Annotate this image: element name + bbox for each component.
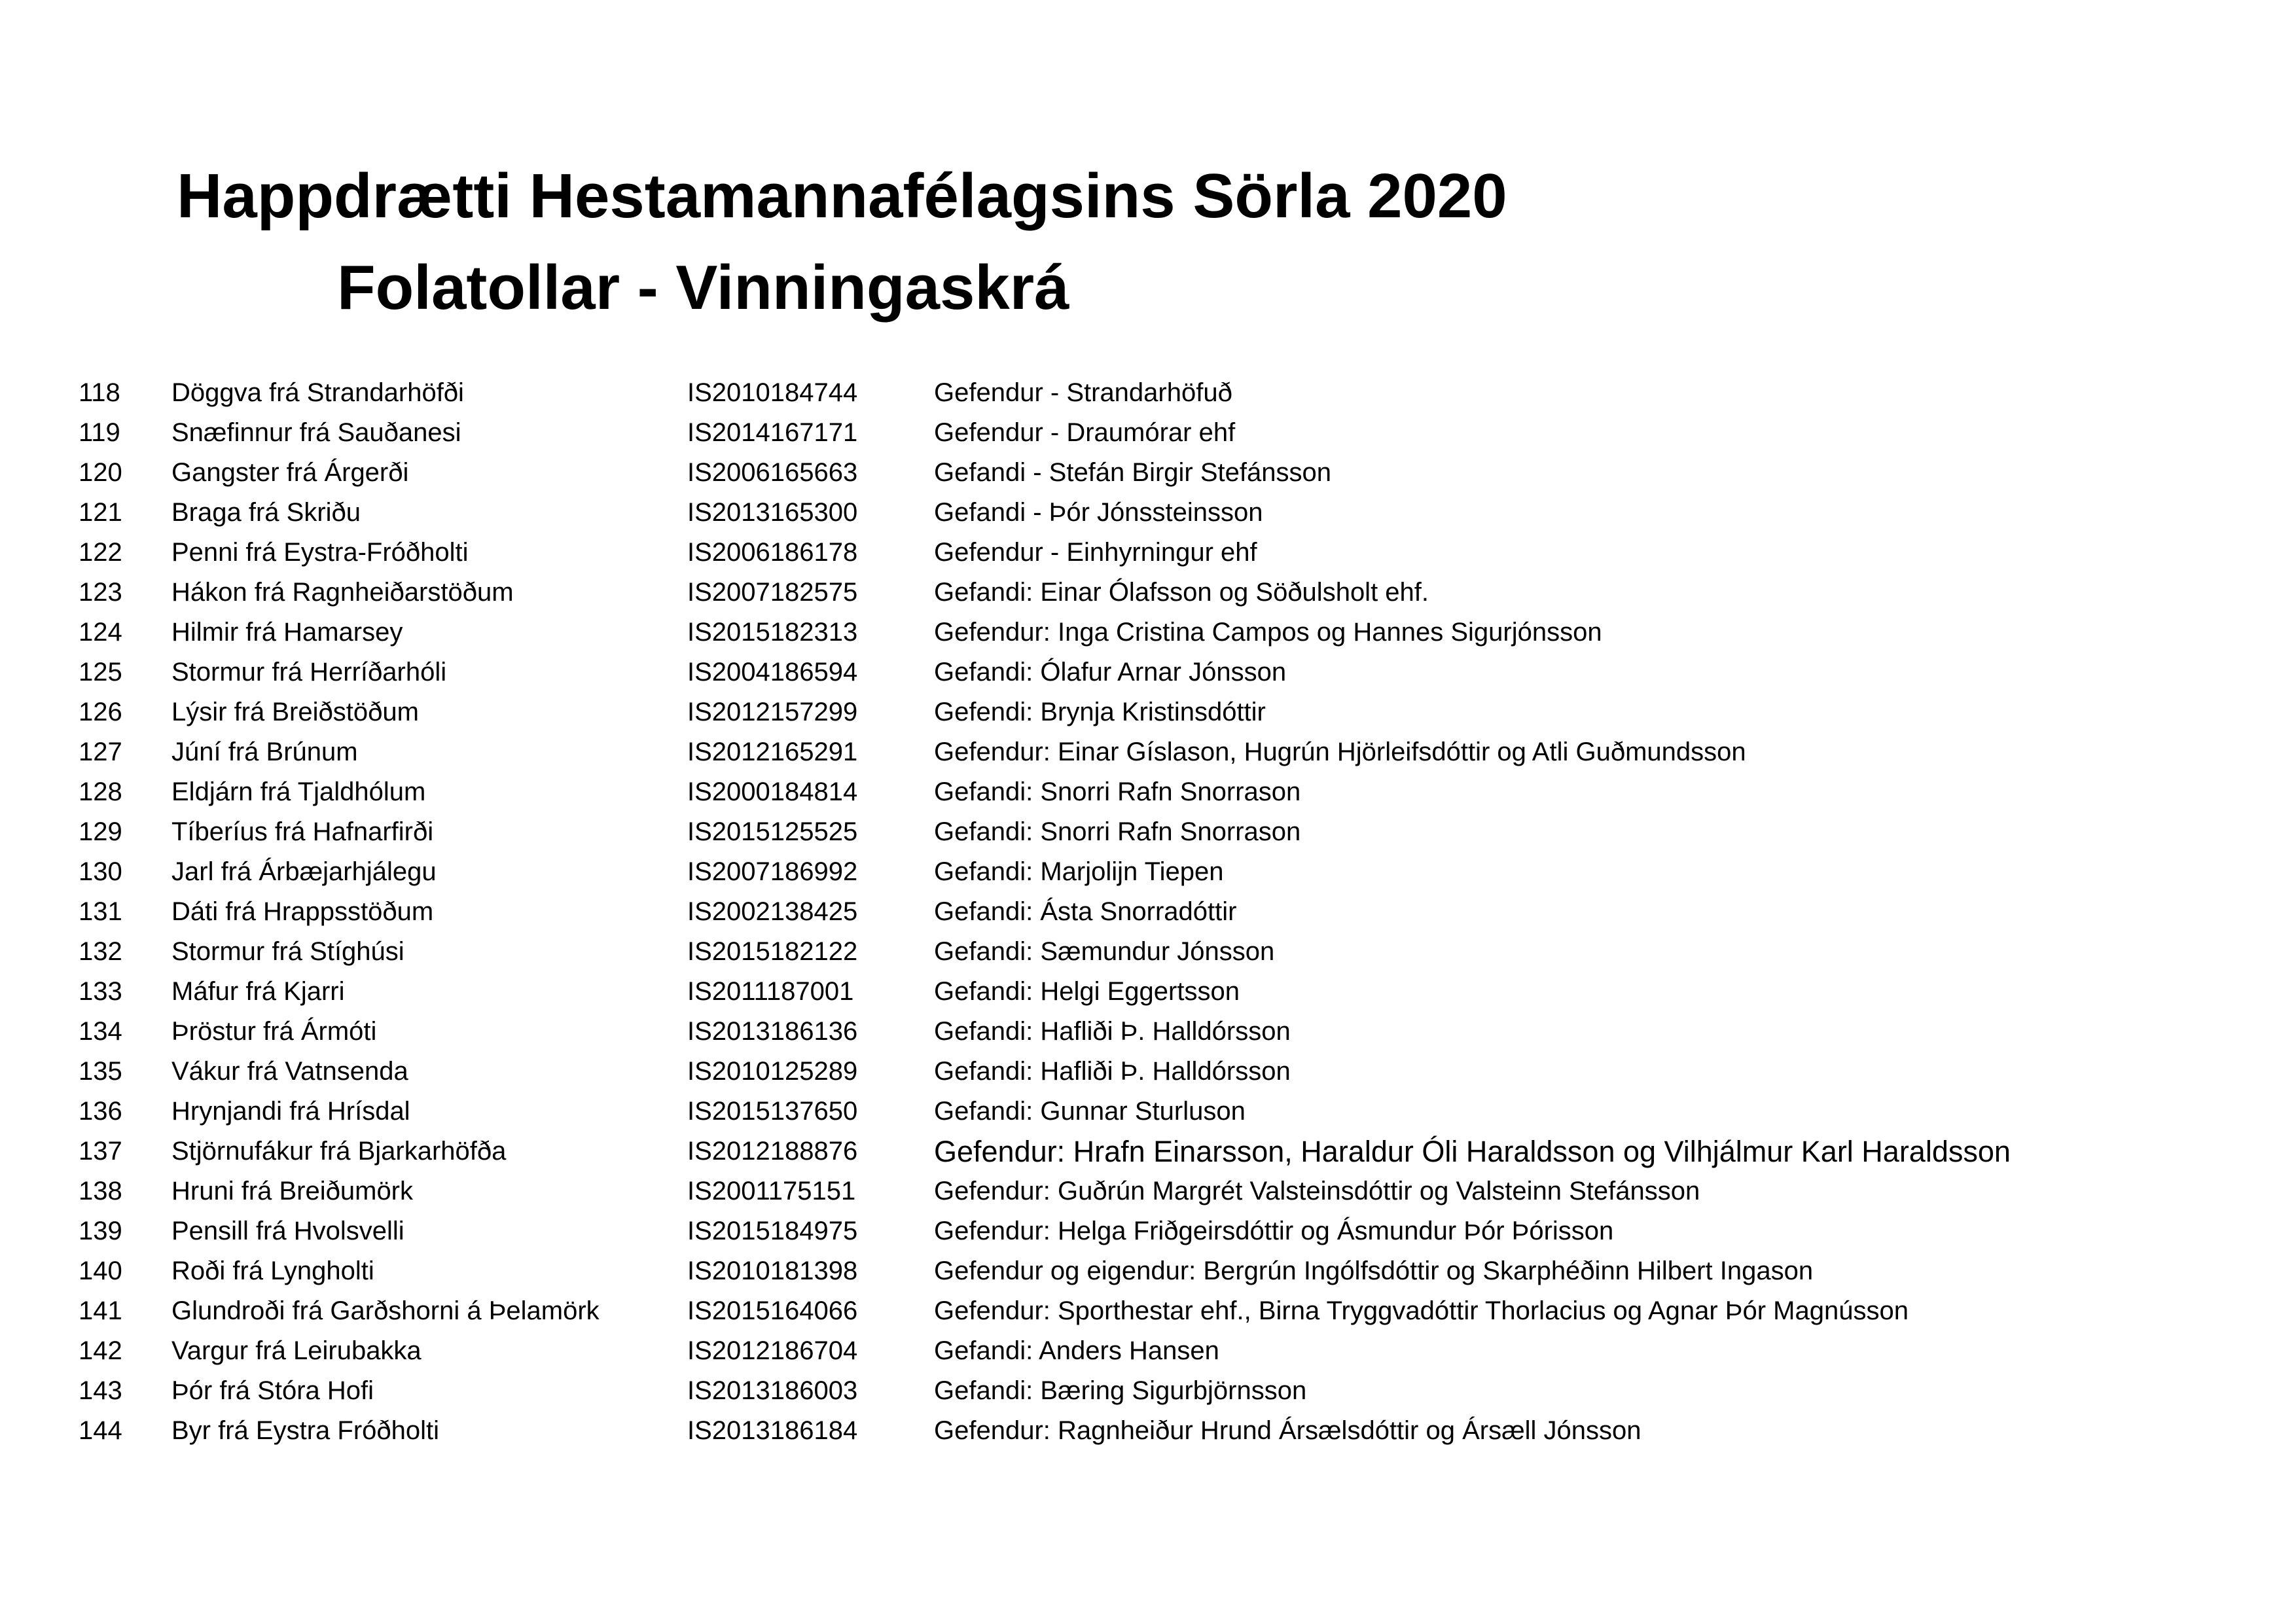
horse-name: Gangster frá Árgerði xyxy=(171,458,409,487)
list-item xyxy=(0,852,2296,892)
list-item xyxy=(0,1291,2296,1331)
horse-id: IS2013186003 xyxy=(687,1376,858,1405)
horse-id: IS2007186992 xyxy=(687,857,858,886)
prize-number: 119 xyxy=(79,418,120,447)
horse-name: Roði frá Lyngholti xyxy=(171,1257,374,1285)
donor: Gefendur: Helga Friðgeirsdóttir og Ásmundur Þór Þórisson xyxy=(934,1217,1614,1245)
list-item xyxy=(0,732,2296,772)
horse-name: Braga frá Skriðu xyxy=(171,498,361,527)
donor: Gefandi - Þór Jónssteinsson xyxy=(934,498,1263,527)
donor: Gefandi: Hafliði Þ. Halldórsson xyxy=(934,1057,1291,1086)
donor: Gefandi: Snorri Rafn Snorrason xyxy=(934,777,1301,806)
prize-number: 131 xyxy=(79,897,122,926)
horse-id: IS2010181398 xyxy=(687,1257,858,1285)
horse-id: IS2012157299 xyxy=(687,698,858,726)
donor: Gefandi: Hafliði Þ. Halldórsson xyxy=(934,1017,1291,1046)
horse-id: IS2007182575 xyxy=(687,578,858,607)
horse-id: IS2000184814 xyxy=(687,777,858,806)
prize-number: 128 xyxy=(79,777,122,806)
list-item xyxy=(0,1132,2296,1171)
horse-id: IS2002138425 xyxy=(687,897,858,926)
horse-id: IS2015164066 xyxy=(687,1296,858,1325)
prize-number: 121 xyxy=(79,498,122,527)
list-item xyxy=(0,1092,2296,1132)
donor: Gefandi: Einar Ólafsson og Söðulsholt ehf. xyxy=(934,578,1429,607)
horse-id: IS2006186178 xyxy=(687,538,858,567)
donor: Gefandi: Anders Hansen xyxy=(934,1336,1219,1365)
horse-id: IS2013186184 xyxy=(687,1416,858,1445)
donor: Gefendur: Guðrún Margrét Valsteinsdóttir og Valsteinn Stefánsson xyxy=(934,1177,1700,1205)
list-item xyxy=(0,533,2296,573)
donor: Gefandi: Sæmundur Jónsson xyxy=(934,937,1275,966)
list-item xyxy=(0,413,2296,453)
horse-id: IS2013165300 xyxy=(687,498,858,527)
prize-number: 136 xyxy=(79,1097,122,1126)
list-item xyxy=(0,453,2296,493)
donor: Gefandi: Gunnar Sturluson xyxy=(934,1097,1246,1126)
prize-number: 143 xyxy=(79,1376,122,1405)
horse-id: IS2013186136 xyxy=(687,1017,858,1046)
horse-name: Máfur frá Kjarri xyxy=(171,977,345,1006)
list-item xyxy=(0,1371,2296,1411)
horse-name: Pensill frá Hvolsvelli xyxy=(171,1217,404,1245)
horse-name: Byr frá Eystra Fróðholti xyxy=(171,1416,440,1445)
horse-id: IS2014167171 xyxy=(687,418,858,447)
prize-number: 124 xyxy=(79,618,122,647)
horse-name: Lýsir frá Breiðstöðum xyxy=(171,698,419,726)
horse-name: Stormur frá Herríðarhóli xyxy=(171,658,447,687)
horse-name: Tíberíus frá Hafnarfirði xyxy=(171,817,434,846)
list-item xyxy=(0,692,2296,732)
horse-name: Hákon frá Ragnheiðarstöðum xyxy=(171,578,514,607)
horse-name: Vargur frá Leirubakka xyxy=(171,1336,422,1365)
prize-number: 137 xyxy=(79,1137,122,1166)
prize-number: 123 xyxy=(79,578,122,607)
list-item xyxy=(0,373,2296,413)
horse-name: Hruni frá Breiðumörk xyxy=(171,1177,414,1205)
prize-number: 135 xyxy=(79,1057,122,1086)
prize-number: 127 xyxy=(79,738,122,766)
donor: Gefandi: Marjolijn Tiepen xyxy=(934,857,1224,886)
donor: Gefendur: Inga Cristina Campos og Hannes Sigurjónsson xyxy=(934,618,1602,647)
donor: Gefendur - Strandarhöfuð xyxy=(934,378,1232,407)
donor: Gefendur og eigendur: Bergrún Ingólfsdóttir og Skarphéðinn Hilbert Ingason xyxy=(934,1257,1814,1285)
list-item xyxy=(0,932,2296,972)
horse-id: IS2010184744 xyxy=(687,378,858,407)
horse-name: Jarl frá Árbæjarhjálegu xyxy=(171,857,437,886)
horse-id: IS2015125525 xyxy=(687,817,858,846)
prize-number: 140 xyxy=(79,1257,122,1285)
donor: Gefendi: Brynja Kristinsdóttir xyxy=(934,698,1266,726)
donor: Gefendur - Draumórar ehf xyxy=(934,418,1236,447)
list-item xyxy=(0,1171,2296,1211)
list-item xyxy=(0,1052,2296,1092)
prize-number: 120 xyxy=(79,458,122,487)
winners-list xyxy=(0,373,2296,1451)
list-item xyxy=(0,493,2296,533)
list-item xyxy=(0,972,2296,1012)
horse-name: Vákur frá Vatnsenda xyxy=(171,1057,408,1086)
prize-number: 129 xyxy=(79,817,122,846)
prize-number: 130 xyxy=(79,857,122,886)
prize-number: 118 xyxy=(79,378,120,407)
prize-number: 126 xyxy=(79,698,122,726)
list-item xyxy=(0,652,2296,692)
prize-number: 142 xyxy=(79,1336,122,1365)
donor: Gefendur: Ragnheiður Hrund Ársælsdóttir og Ársæll Jónsson xyxy=(934,1416,1641,1445)
horse-id: IS2011187001 xyxy=(687,977,854,1006)
horse-name: Þröstur frá Ármóti xyxy=(171,1017,377,1046)
prize-number: 144 xyxy=(79,1416,122,1445)
prize-number: 125 xyxy=(79,658,122,687)
donor: Gefandi - Stefán Birgir Stefánsson xyxy=(934,458,1331,487)
donor: Gefendur: Einar Gíslason, Hugrún Hjörleifsdóttir og Atli Guðmundsson xyxy=(934,738,1746,766)
horse-name: Júní frá Brúnum xyxy=(171,738,358,766)
prize-number: 134 xyxy=(79,1017,122,1046)
prize-number: 138 xyxy=(79,1177,122,1205)
horse-name: Penni frá Eystra-Fróðholti xyxy=(171,538,469,567)
donor: Gefandi: Bæring Sigurbjörnsson xyxy=(934,1376,1307,1405)
list-item xyxy=(0,573,2296,613)
list-item xyxy=(0,1411,2296,1451)
horse-name: Dáti frá Hrappsstöðum xyxy=(171,897,434,926)
donor: Gefendur: Sporthestar ehf., Birna Tryggvadóttir Thorlacius og Agnar Þór Magnússon xyxy=(934,1296,1909,1325)
list-item xyxy=(0,892,2296,932)
prize-number: 139 xyxy=(79,1217,122,1245)
horse-id: IS2015182122 xyxy=(687,937,858,966)
horse-name: Hrynjandi frá Hrísdal xyxy=(171,1097,410,1126)
list-item xyxy=(0,1251,2296,1291)
prize-number: 141 xyxy=(79,1296,122,1325)
horse-name: Stjörnufákur frá Bjarkarhöfða xyxy=(171,1137,507,1166)
list-item xyxy=(0,772,2296,812)
prize-number: 133 xyxy=(79,977,122,1006)
horse-id: IS2001175151 xyxy=(687,1177,856,1205)
list-item xyxy=(0,1331,2296,1371)
horse-name: Snæfinnur frá Sauðanesi xyxy=(171,418,461,447)
page-title: Happdrætti Hestamannafélagsins Sörla 2020 xyxy=(177,161,1507,231)
horse-id: IS2015137650 xyxy=(687,1097,858,1126)
list-item xyxy=(0,613,2296,652)
horse-name: Glundroði frá Garðshorni á Þelamörk xyxy=(171,1296,600,1325)
horse-id: IS2004186594 xyxy=(687,658,858,687)
list-item xyxy=(0,1211,2296,1251)
horse-id: IS2015184975 xyxy=(687,1217,858,1245)
horse-name: Döggva frá Strandarhöfði xyxy=(171,378,464,407)
prize-number: 132 xyxy=(79,937,122,966)
list-item xyxy=(0,1012,2296,1052)
donor: Gefandi: Helgi Eggertsson xyxy=(934,977,1240,1006)
horse-id: IS2010125289 xyxy=(687,1057,858,1086)
prize-number: 122 xyxy=(79,538,122,567)
horse-name: Eldjárn frá Tjaldhólum xyxy=(171,777,426,806)
list-item xyxy=(0,812,2296,852)
horse-name: Hilmir frá Hamarsey xyxy=(171,618,403,647)
donor: Gefandi: Snorri Rafn Snorrason xyxy=(934,817,1301,846)
donor: Gefendur: Hrafn Einarsson, Haraldur Óli Haraldsson og Vilhjálmur Karl Haraldsson xyxy=(934,1135,2011,1168)
horse-id: IS2012165291 xyxy=(687,738,858,766)
horse-id: IS2012188876 xyxy=(687,1137,858,1166)
horse-name: Stormur frá Stíghúsi xyxy=(171,937,404,966)
page-subtitle: Folatollar - Vinningaskrá xyxy=(337,253,1069,323)
horse-id: IS2012186704 xyxy=(687,1336,858,1365)
donor: Gefendur - Einhyrningur ehf xyxy=(934,538,1257,567)
horse-id: IS2015182313 xyxy=(687,618,858,647)
donor: Gefandi: Ólafur Arnar Jónsson xyxy=(934,658,1287,687)
donor: Gefandi: Ásta Snorradóttir xyxy=(934,897,1237,926)
horse-id: IS2006165663 xyxy=(687,458,858,487)
horse-name: Þór frá Stóra Hofi xyxy=(171,1376,374,1405)
